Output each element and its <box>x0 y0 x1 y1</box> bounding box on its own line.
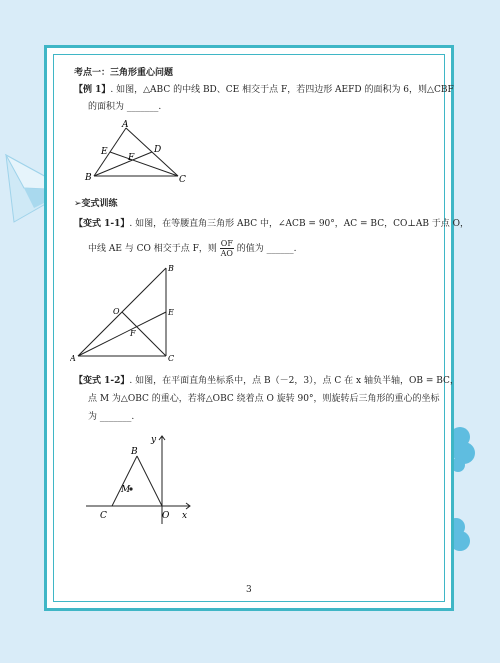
label-m-3: M <box>121 485 131 495</box>
median-ae <box>78 312 166 356</box>
label-o-2: O <box>113 307 120 316</box>
label-o-3: O <box>162 511 170 521</box>
arrow-bullet-icon: ➢ <box>74 199 82 209</box>
fraction-numerator: OF <box>220 239 233 248</box>
label-y-3: y <box>151 435 157 445</box>
label-c-2: C <box>168 354 175 363</box>
label-f-2: F <box>130 329 136 338</box>
page-number: 3 <box>246 585 252 595</box>
variant-1-1-tag: 【变式 1-1】 <box>74 219 130 229</box>
figure-variant-1-2 <box>84 432 194 528</box>
variant-section-title <box>74 198 118 210</box>
label-a: A <box>122 120 129 130</box>
variant-1-2-line-1 <box>74 375 459 387</box>
section-heading: 考点一：三角形重心问题 <box>74 68 174 78</box>
variant-1-2-tag: 【变式 1-2】 <box>74 376 130 386</box>
variant-1-1-text-b: 的值为 ______. <box>236 244 297 254</box>
label-b-3: B <box>131 447 138 457</box>
label-d: D <box>154 145 162 155</box>
label-c: C <box>179 175 186 185</box>
side-bc-3 <box>112 456 137 506</box>
variant-1-2-line-2: 点 M 为△OBC 的重心，若将△OBC 绕着点 O 旋转 90°，则旋转后三角形的重心的坐标 <box>88 394 440 404</box>
variant-section-label: 变式训练 <box>81 199 118 209</box>
variant-1-1-line-2 <box>88 239 296 258</box>
example-1-line-2: 的面积为 _______. <box>88 102 162 112</box>
label-b: B <box>85 173 92 183</box>
fraction <box>220 239 234 258</box>
example-1-line-1 <box>74 84 454 96</box>
label-e: E <box>101 147 108 157</box>
label-f: F <box>128 153 135 163</box>
variant-1-2-text: . 如图，在平面直角坐标系中，点 B（－2，3），点 C 在 x 轴负半轴，OB = BC， <box>129 376 459 386</box>
label-c-3: C <box>100 511 107 521</box>
label-e-2: E <box>168 308 174 317</box>
altitude-co <box>122 312 166 356</box>
example-1-text: . 如图，△ABC 的中线 BD、CE 相交于点 F，若四边形 AEFD 的面积为 6，则△CBF <box>110 85 454 95</box>
label-b-2: B <box>168 264 174 273</box>
label-x-3: x <box>182 511 188 521</box>
example-1-tag: 【例 1】 <box>74 85 111 95</box>
fraction-denominator: AO <box>220 249 233 258</box>
figure-example-1 <box>84 118 194 186</box>
variant-1-1-text: . 如图，在等腰直角三角形 ABC 中，∠ACB = 90°，AC = BC，CO⊥AB 于点 O， <box>129 219 470 229</box>
variant-1-2-line-3: 为 _______. <box>88 412 135 422</box>
label-a-2: A <box>70 354 76 363</box>
variant-1-1-text-a: 中线 AE 与 CO 相交于点 F，则 <box>88 244 217 254</box>
variant-1-1-line-1 <box>74 218 469 230</box>
side-bo-3 <box>137 456 162 506</box>
figure-variant-1-1 <box>70 262 190 366</box>
